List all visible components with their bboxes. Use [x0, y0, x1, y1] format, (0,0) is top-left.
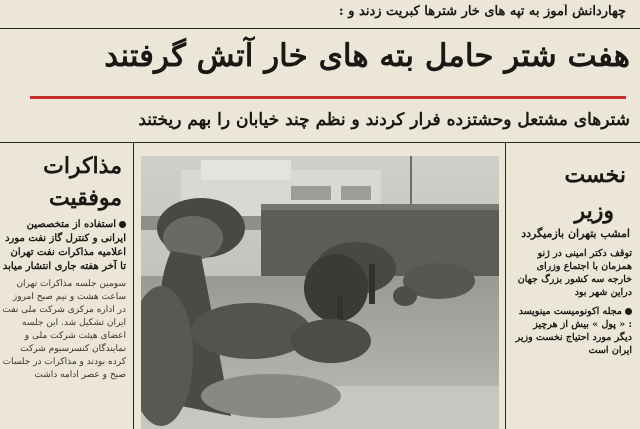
left-subhead	[0, 214, 130, 274]
bullet-icon	[625, 308, 632, 315]
right-body-2-text: مجله اکونومیست مینویسد : « پول » بیش از هرچیز دیگر مورد احتیاج نخست وزیر ایران است	[515, 306, 632, 356]
bullet-icon	[119, 221, 126, 228]
left-column	[0, 150, 130, 429]
camels-photo	[141, 156, 499, 429]
column-rule-left	[133, 142, 134, 429]
section-divider	[0, 142, 640, 143]
kicker-line: چهاردانش آموز به تپه های خار شترها کبریت زدند و :	[338, 4, 626, 19]
right-body: توقف دکتر امینی در ژنو همزمان با اجتماع وزرای خارجه سه کشور بزرگ جهان دراین شهر بود	[517, 248, 632, 298]
camels-photo-image	[141, 156, 499, 429]
top-divider	[0, 28, 640, 29]
left-subhead-text: استفاده از متخصصین ایرانی و کنترل گاز نفت مورد اعلامیه مذاکرات نفت تهران تا آخر هفته جاری انتشار میابد	[2, 219, 126, 272]
left-title-1: مذاکرات	[43, 153, 122, 179]
left-title-2: موفقیت	[48, 185, 122, 211]
column-rule-right	[505, 142, 506, 429]
left-body: سومین جلسه مذاکرات تهران ساعت هشت و نیم صبح امروز در اداره مرکزی شرکت ملی نفت ایران تشکیل شد. این جلسه اعضای هیئت شرکت ملی و نمایندگان کنسرسیوم شرکت کرده بودند و مذاکرات در جلسات صبح و عصر ادامه داشت	[2, 279, 126, 380]
right-body-2	[512, 299, 636, 357]
red-underline	[30, 96, 626, 99]
right-title-2: وزیر	[574, 198, 614, 224]
right-title-1: نخست	[564, 162, 626, 188]
subheadline: شترهای مشتعل وحشتزده فرار کردند و نظم چند خیابان را بهم ریختند	[138, 110, 630, 130]
right-column	[512, 160, 636, 429]
right-subhead: امشب بتهران بازمیگردد	[521, 227, 630, 240]
main-headline: هفت شتر حامل بته های خار آتش گرفتند	[104, 38, 630, 74]
